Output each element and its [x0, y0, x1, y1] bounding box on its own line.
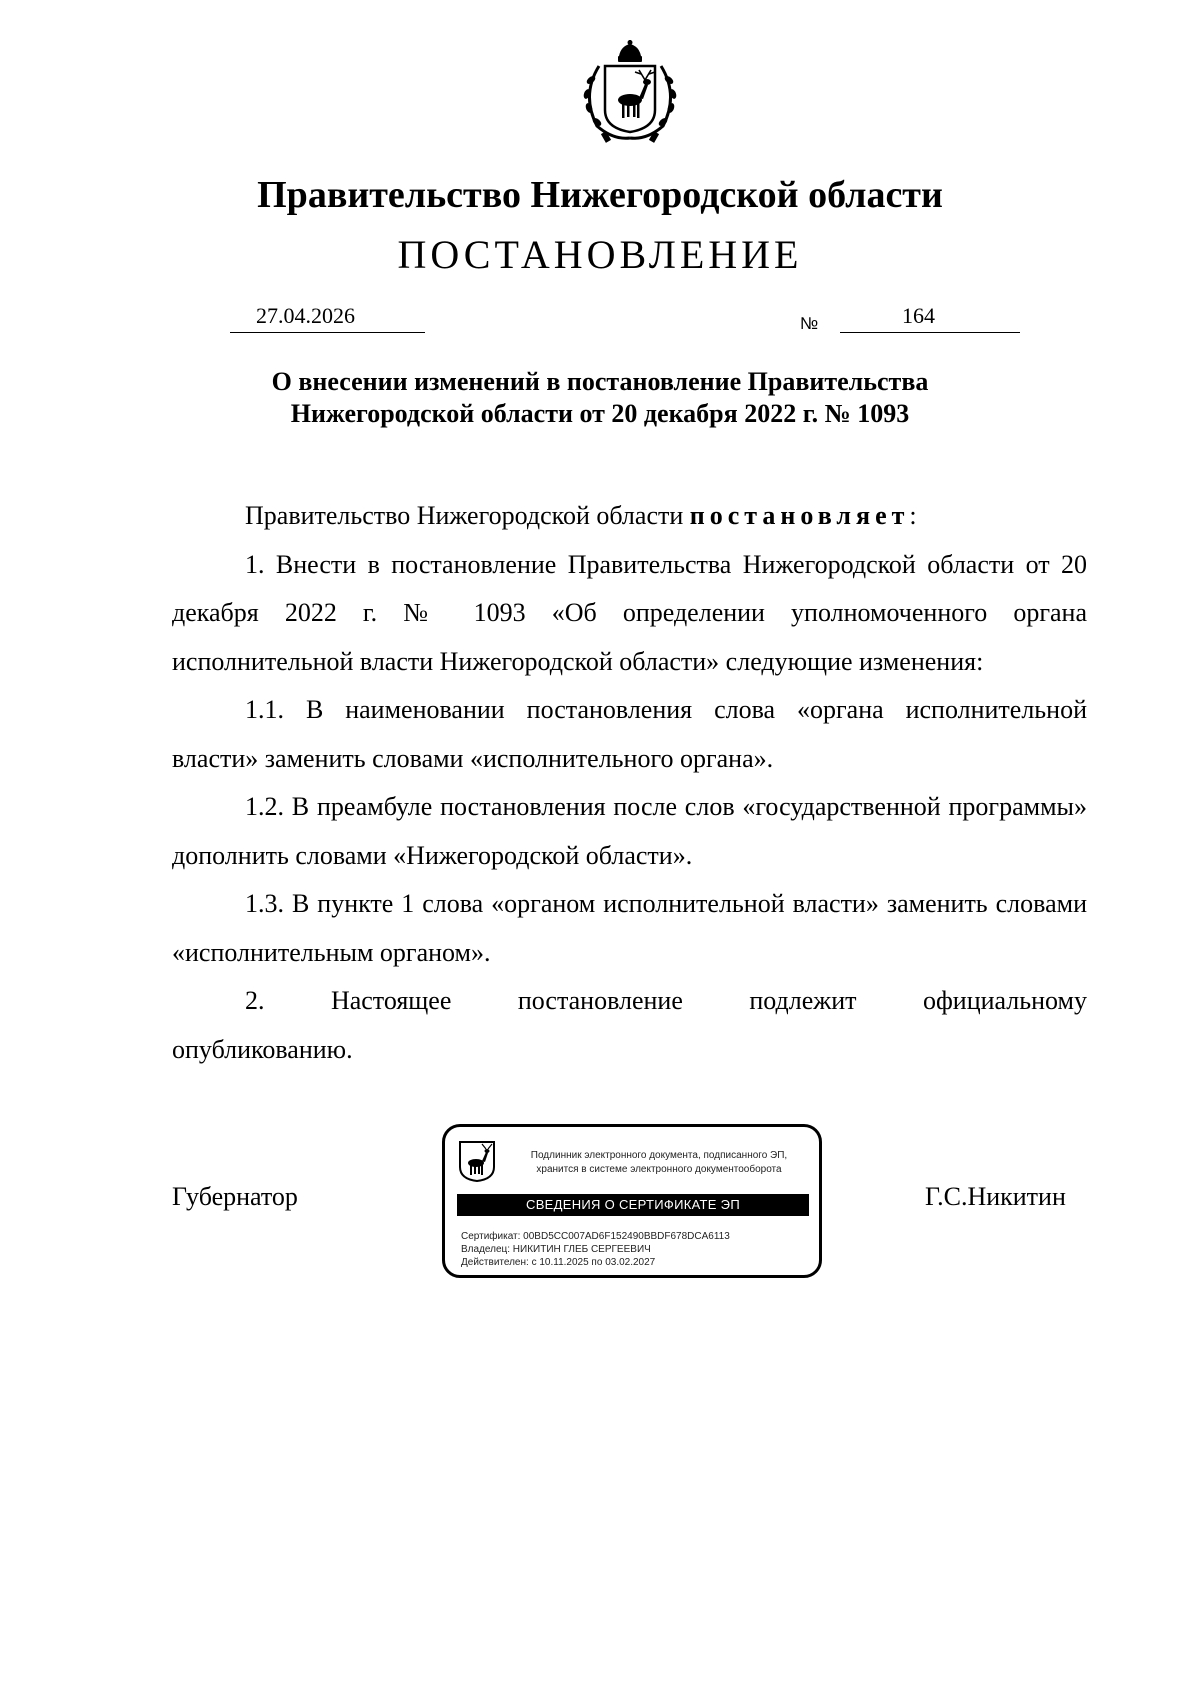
electronic-signature-stamp — [442, 1124, 822, 1278]
preamble-end: : — [909, 501, 917, 530]
document-date: 27.04.2026 — [256, 303, 355, 328]
signer-name: Г.С.Никитин — [925, 1182, 1066, 1211]
coat-of-arms-emblem — [575, 40, 685, 146]
document-type-heading: ПОСТАНОВЛЕНИЕ — [397, 232, 803, 277]
stamp-certificate-header: СВЕДЕНИЯ О СЕРТИФИКАТЕ ЭП — [457, 1194, 809, 1216]
shield-deer-icon — [457, 1139, 497, 1183]
paragraph-1: 1. Внести в постановление Правительства Нижегородской области от 20 декабря 2022 г. № 1093 «Об определении уполномоченного органа исполнительной власти Нижегородской области» следующие изменения: — [172, 549, 1087, 676]
stamp-owner: Владелец: НИКИТИН ГЛЕБ СЕРГЕЕВИЧ — [461, 1244, 651, 1255]
stamp-original-note: Подлинник электронного документа, подписанного ЭП, — [530, 1150, 788, 1161]
document-subject — [200, 366, 1000, 430]
preamble-paragraph — [172, 492, 1087, 541]
signer-position: Губернатор — [172, 1182, 298, 1211]
stamp-validity: Действителен: с 10.11.2025 по 03.02.2027 — [461, 1257, 656, 1268]
number-sign: № — [800, 314, 819, 333]
subject-line-1: О внесении изменений в постановление Правительства — [271, 367, 929, 396]
document-body — [172, 492, 1087, 1074]
paragraph-1-3: 1.3. В пункте 1 слова «органом исполнительной власти» заменить словами «исполнительным органом». — [172, 889, 1087, 967]
document-number-field — [840, 302, 1020, 333]
stamp-storage-note: хранится в системе электронного документооборота — [536, 1164, 782, 1175]
stamp-certificate-id: Сертификат: 00BD5CC007AD6F152490BBDF678DCA6113 — [461, 1231, 730, 1242]
preamble-verb: постановляет — [689, 501, 910, 530]
document-date-field — [230, 302, 425, 333]
subject-line-2: Нижегородской области от 20 декабря 2022 г. № 1093 — [290, 399, 910, 428]
preamble-start: Правительство Нижегородской области — [245, 501, 690, 530]
paragraph-2-line-1: 2. Настоящее постановление подлежит официальному — [245, 986, 1087, 1015]
paragraph-1-2: 1.2. В преамбуле постановления после слов «государственной программы» дополнить словами «Нижегородской области». — [172, 792, 1087, 870]
document-number: 164 — [902, 303, 935, 328]
paragraph-1-1: 1.1. В наименовании постановления слова «органа исполнительной власти» заменить словами «исполнительного органа». — [172, 695, 1087, 773]
paragraph-2-line-2: опубликованию. — [172, 1034, 353, 1064]
organization-title: Правительство Нижегородской области — [257, 174, 943, 216]
